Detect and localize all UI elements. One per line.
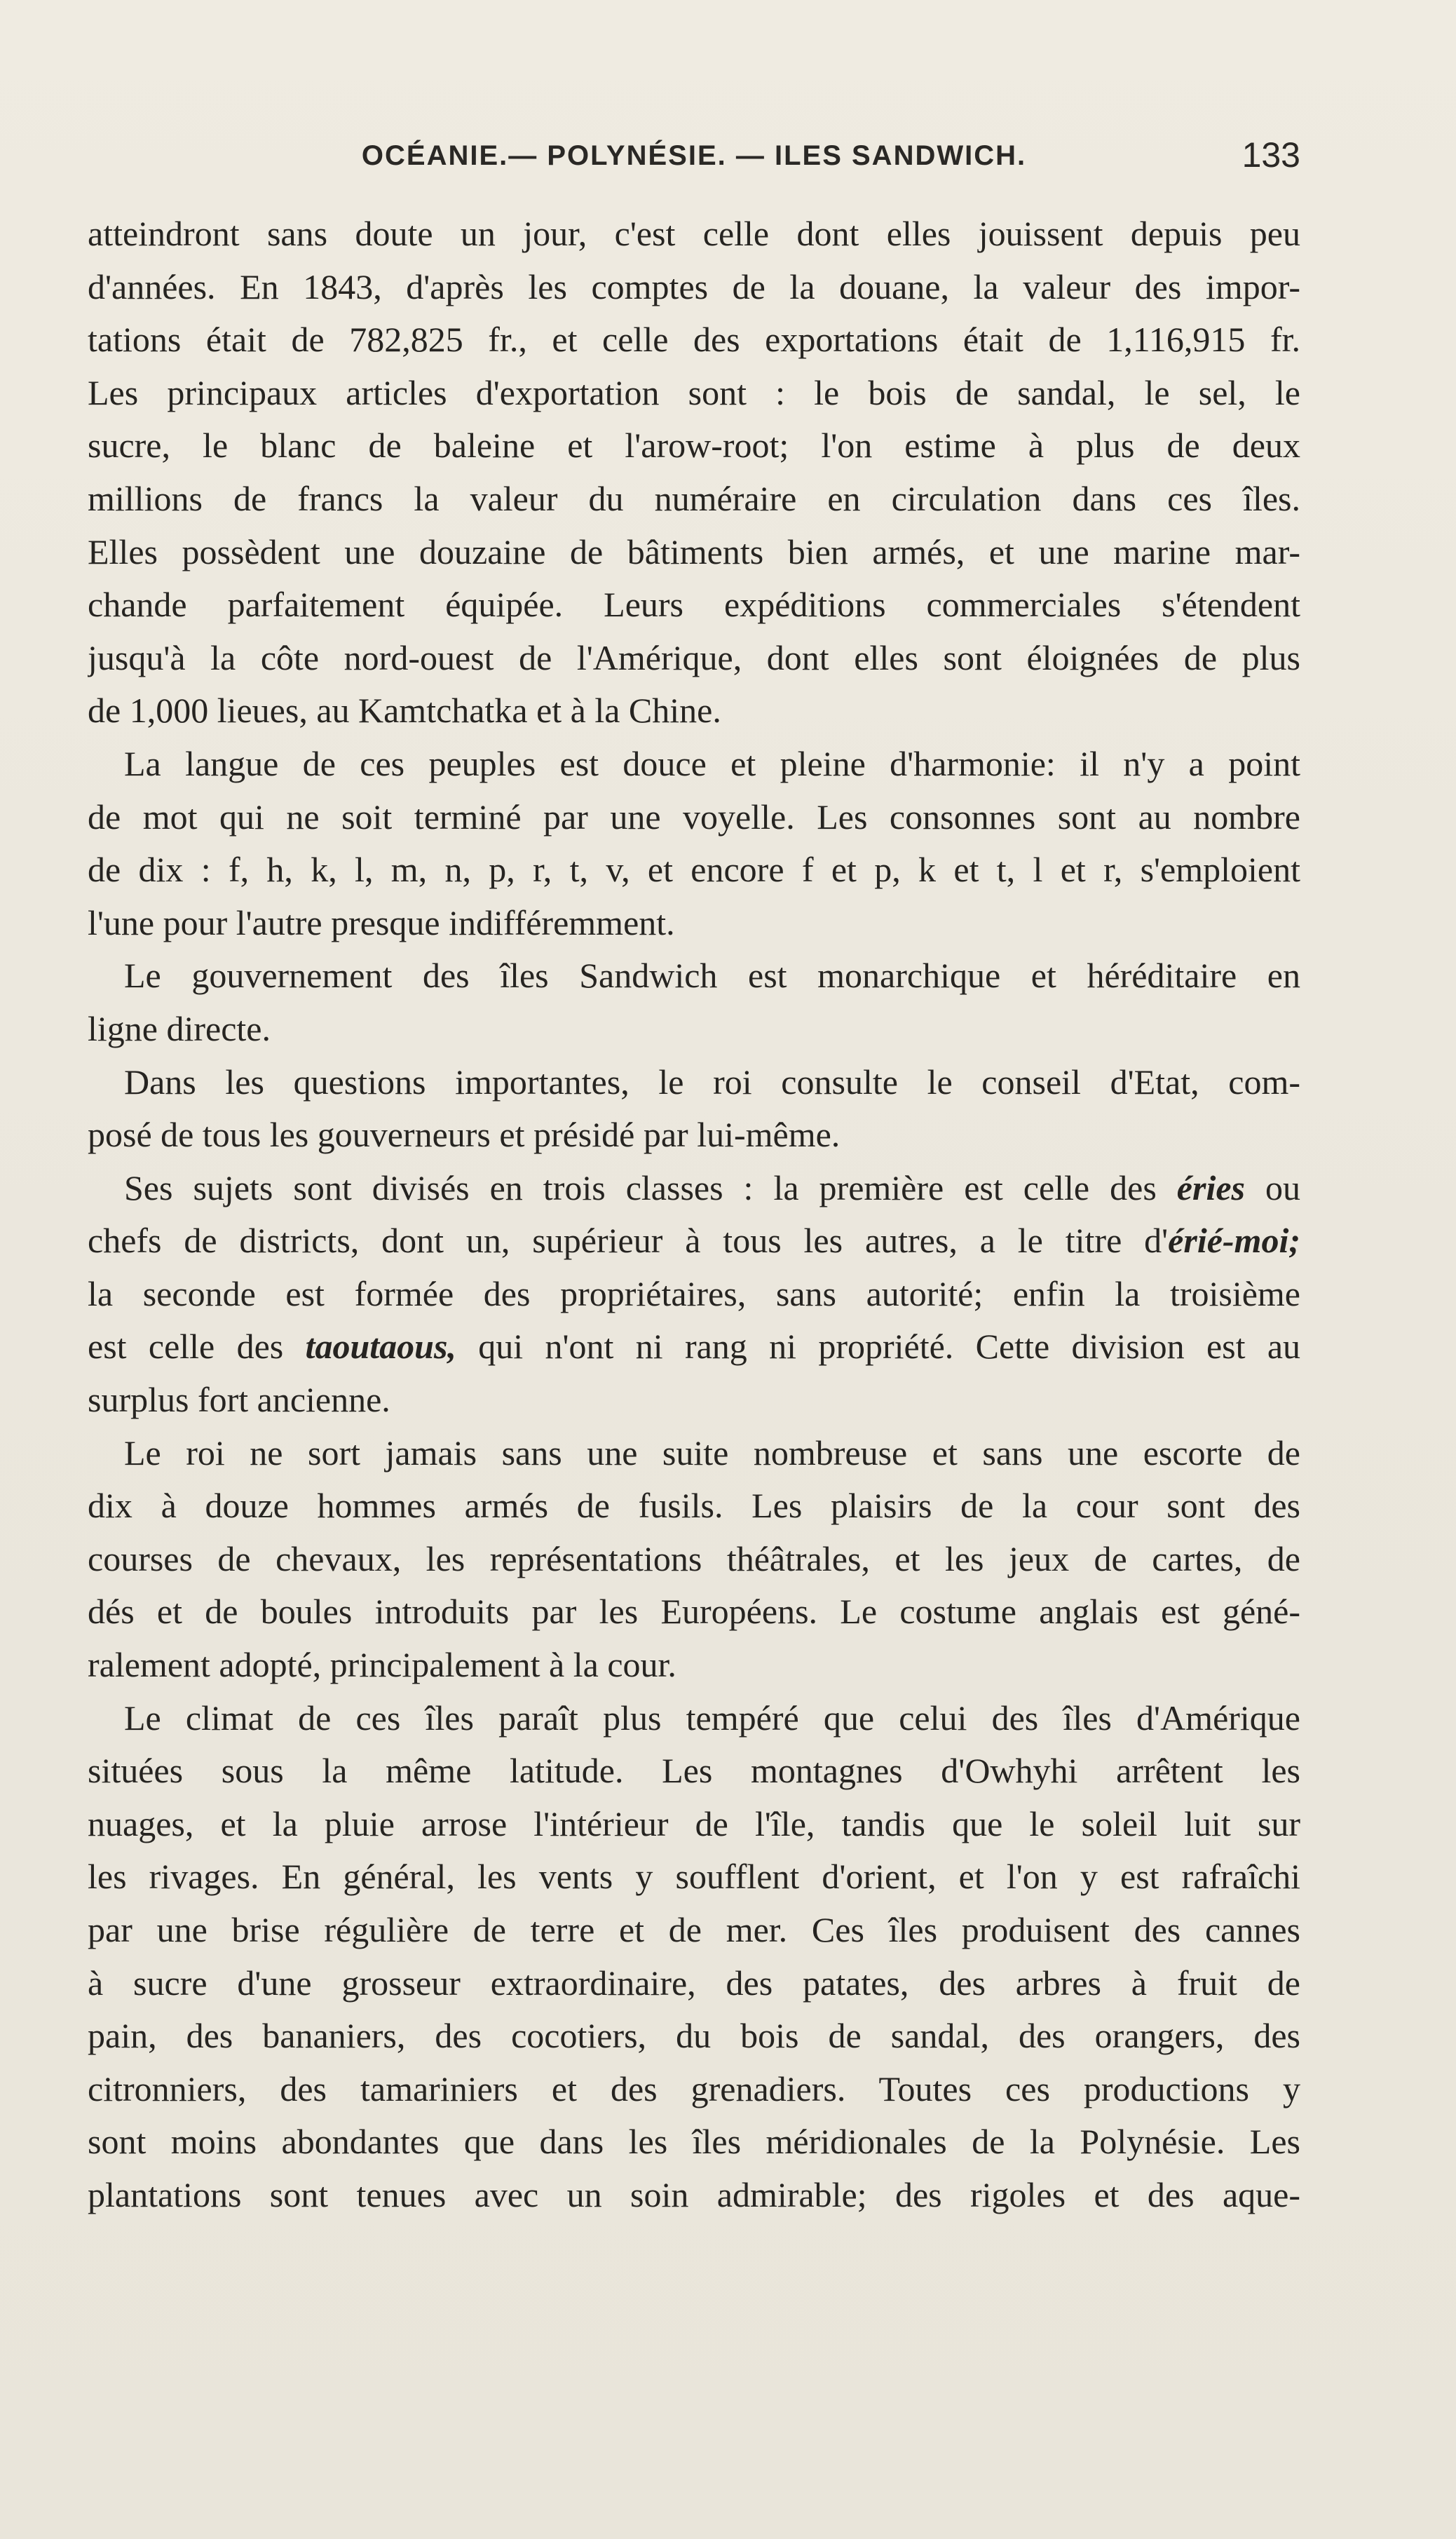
text-line: sucre, le blanc de baleine et l'arow-root; l'on estime à plus de deux <box>88 426 1300 466</box>
italic-term: taoutaous, <box>305 1327 456 1367</box>
text-line: de mot qui ne soit terminé par une voyelle. Les consonnes sont au nombre <box>88 797 1300 837</box>
text-line: posé de tous les gouverneurs et présidé par lui-même. <box>88 1115 841 1155</box>
text-line: nuages, et la pluie arrose l'intérieur de l'île, tandis que le soleil luit sur <box>88 1803 1300 1843</box>
text-line: Elles possèdent une douzaine de bâtiments bien armés, et une marine mar- <box>88 532 1300 571</box>
text-line: de dix : f, h, k, l, m, n, p, r, t, v, et encore f et p, k et t, l et r, s'emploient <box>88 850 1300 890</box>
page-number: 133 <box>1241 135 1300 175</box>
text-line: ralement adopté, principalement à la cour. <box>88 1645 676 1685</box>
text-line: millions de francs la valeur du numéraire en circulation dans ces îles. <box>88 478 1300 518</box>
text-line: atteindront sans doute un jour, c'est celle dont elles jouissent depuis peu <box>88 214 1300 253</box>
text-line-mixed <box>88 1320 1300 1374</box>
text-line: jusqu'à la côte nord-ouest de l'Amérique, dont elles sont éloignées de plus <box>88 637 1300 677</box>
text-segment: qui n'ont ni rang ni propriété. Cette division est au <box>478 1327 1300 1367</box>
running-title: OCÉANIE.— POLYNÉSIE. — ILES SANDWICH. <box>361 140 1027 171</box>
text-line: ligne directe. <box>88 1008 271 1048</box>
text-line: de 1,000 lieues, au Kamtchatka et à la Chine. <box>88 691 721 731</box>
text-line: Le climat de ces îles paraît plus tempéré que celui des îles d'Amérique <box>124 1698 1300 1738</box>
text-line: Dans les questions importantes, le roi consulte le conseil d'Etat, com- <box>124 1062 1300 1102</box>
body-text <box>88 208 1300 2222</box>
text-line: l'une pour l'autre presque indifféremment. <box>88 902 675 942</box>
italic-term: érié-moi; <box>1168 1221 1300 1261</box>
running-header <box>88 132 1300 181</box>
text-line: courses de chevaux, les représentations théâtrales, et les jeux de cartes, de <box>88 1538 1300 1578</box>
text-line: plantations sont tenues avec un soin admirable; des rigoles et des aque- <box>88 2174 1300 2214</box>
text-line: dés et de boules introduits par les Européens. Le costume anglais est géné- <box>88 1592 1300 1632</box>
text-line: citronniers, des tamariniers et des grenadiers. Toutes ces productions y <box>88 2069 1300 2108</box>
text-segment: est celle des <box>88 1327 284 1367</box>
text-line: Le roi ne sort jamais sans une suite nombreuse et sans une escorte de <box>124 1433 1300 1472</box>
text-line: Les principaux articles d'exportation sont : le bois de sandal, le sel, le <box>88 372 1300 412</box>
text-line-mixed <box>88 1214 1300 1268</box>
text-line: sont moins abondantes que dans les îles méridionales de la Polynésie. Les <box>88 2122 1300 2162</box>
text-line: pain, des bananiers, des cocotiers, du bois de sandal, des orangers, des <box>88 2016 1300 2056</box>
text-line: surplus fort ancienne. <box>88 1380 390 1420</box>
text-segment: chefs de districts, dont un, supérieur à tous les autres, a le titre d' <box>88 1221 1169 1261</box>
text-line: à sucre d'une grosseur extraordinaire, des patates, des arbres à fruit de <box>88 1963 1300 2003</box>
text-line: tations était de 782,825 fr., et celle des exportations était de 1,116,915 fr. <box>88 320 1300 360</box>
text-line-mixed <box>88 1162 1300 1215</box>
text-line: la seconde est formée des propriétaires, sans autorité; enfin la troisième <box>88 1273 1300 1313</box>
text-line: d'années. En 1843, d'après les comptes de la douane, la valeur des impor- <box>88 266 1300 306</box>
italic-term: éries <box>1176 1167 1245 1207</box>
text-line: situées sous la même latitude. Les montagnes d'Owhyhi arrêtent les <box>88 1751 1300 1791</box>
text-segment: Ses sujets sont divisés en trois classes : la première est celle des <box>124 1167 1157 1207</box>
text-line: les rivages. En général, les vents y soufflent d'orient, et l'on y est rafraîchi <box>88 1857 1300 1897</box>
text-line: par une brise régulière de terre et de mer. Ces îles produisent des cannes <box>88 1910 1300 1949</box>
text-line: chande parfaitement équipée. Leurs expéditions commerciales s'étendent <box>88 585 1300 625</box>
text-line: La langue de ces peuples est douce et pleine d'harmonie: il n'y a point <box>124 743 1300 783</box>
text-line: dix à douze hommes armés de fusils. Les plaisirs de la cour sont des <box>88 1486 1300 1526</box>
text-segment: ou <box>1265 1167 1300 1207</box>
text-line: Le gouvernement des îles Sandwich est monarchique et héréditaire en <box>124 956 1300 996</box>
